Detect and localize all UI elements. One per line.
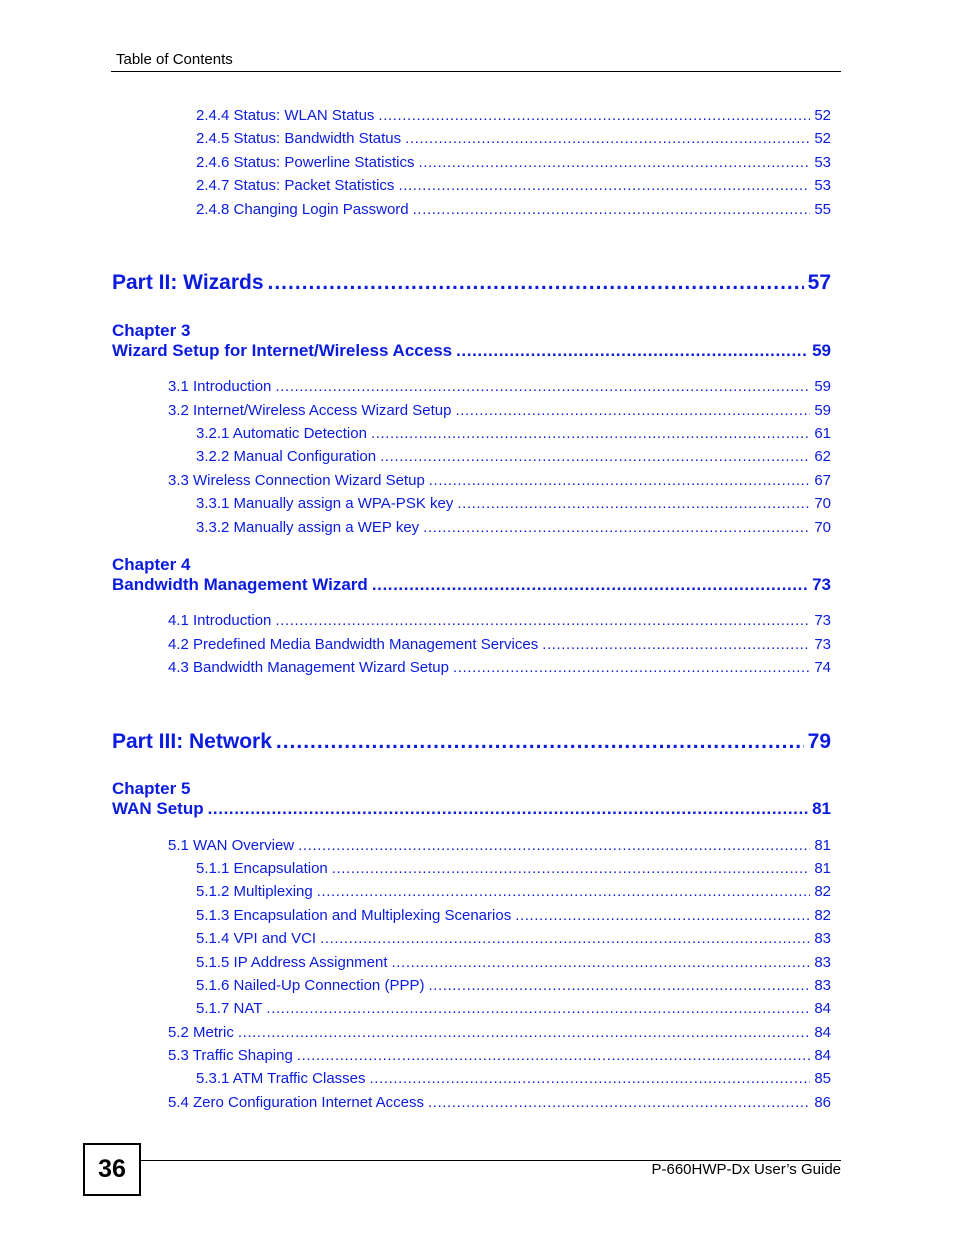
chapter-title: WAN Setup bbox=[112, 799, 204, 818]
toc-page-number: 67 bbox=[814, 472, 831, 489]
toc-page-number: 59 bbox=[812, 341, 831, 360]
chapter-label-3: Chapter 3 bbox=[112, 321, 191, 340]
toc-entry-2-4-7[interactable] bbox=[196, 177, 831, 194]
dot-leader bbox=[268, 271, 804, 295]
toc-entry-3-3-1[interactable] bbox=[196, 495, 831, 512]
dot-leader bbox=[275, 378, 810, 395]
toc-entry-2-4-5[interactable] bbox=[196, 130, 831, 147]
dot-leader bbox=[378, 107, 810, 124]
toc-entry-3-3[interactable] bbox=[168, 472, 831, 489]
dot-leader bbox=[297, 1047, 811, 1064]
toc-part-2[interactable] bbox=[112, 271, 831, 295]
toc-entry-title: 5.1.5 IP Address Assignment bbox=[196, 954, 388, 971]
dot-leader bbox=[370, 1070, 811, 1087]
toc-entry-title: 3.2.2 Manual Configuration bbox=[196, 448, 377, 465]
toc-page-number: 73 bbox=[814, 612, 831, 629]
toc-entry-title: 2.4.6 Status: Powerline Statistics bbox=[196, 154, 415, 171]
toc-entry-3-1[interactable] bbox=[168, 378, 831, 395]
dot-leader bbox=[275, 612, 810, 629]
dot-leader bbox=[428, 1094, 810, 1111]
toc-entry-3-3-2[interactable] bbox=[196, 519, 831, 536]
toc-entry-3-2-2[interactable] bbox=[196, 448, 831, 465]
toc-page-number: 83 bbox=[814, 977, 831, 994]
toc-entry-title: 2.4.7 Status: Packet Statistics bbox=[196, 177, 395, 194]
toc-page-number: 79 bbox=[807, 730, 831, 753]
toc-entry-title: 5.1.7 NAT bbox=[196, 1000, 263, 1017]
toc-entry-title: 5.1.2 Multiplexing bbox=[196, 883, 313, 900]
toc-page-number: 57 bbox=[807, 271, 831, 294]
dot-leader bbox=[455, 402, 810, 419]
chapter-label-4: Chapter 4 bbox=[112, 555, 191, 574]
toc-entry-title: 4.1 Introduction bbox=[168, 612, 272, 629]
toc-entry-5-1-3[interactable] bbox=[196, 907, 831, 924]
chapter-label-5: Chapter 5 bbox=[112, 779, 191, 798]
part-title: Part II: Wizards bbox=[112, 271, 264, 294]
guide-title: P-660HWP-Dx User’s Guide bbox=[651, 1161, 841, 1178]
toc-page-number: 70 bbox=[814, 519, 831, 536]
toc-page-number: 83 bbox=[814, 930, 831, 947]
page-number: 36 bbox=[98, 1155, 126, 1183]
toc-entry-title: 5.1.6 Nailed-Up Connection (PPP) bbox=[196, 977, 425, 994]
dot-leader bbox=[372, 575, 808, 595]
toc-page-number: 62 bbox=[814, 448, 831, 465]
toc-chapter-4[interactable] bbox=[112, 575, 831, 595]
dot-leader bbox=[332, 860, 811, 877]
toc-chapter-3[interactable] bbox=[112, 341, 831, 361]
toc-page-number: 86 bbox=[814, 1094, 831, 1111]
toc-page-number: 55 bbox=[814, 201, 831, 218]
toc-entry-5-1-1[interactable] bbox=[196, 860, 831, 877]
dot-leader bbox=[457, 495, 810, 512]
toc-entry-title: 3.2.1 Automatic Detection bbox=[196, 425, 367, 442]
toc-page-number: 84 bbox=[814, 1047, 831, 1064]
toc-entry-title: 5.1.4 VPI and VCI bbox=[196, 930, 317, 947]
toc-entry-title: 2.4.8 Changing Login Password bbox=[196, 201, 409, 218]
dot-leader bbox=[320, 930, 810, 947]
toc-page-number: 85 bbox=[814, 1070, 831, 1087]
toc-entry-3-2-1[interactable] bbox=[196, 425, 831, 442]
toc-page-number: 52 bbox=[814, 107, 831, 124]
toc-page-number: 59 bbox=[814, 378, 831, 395]
toc-page-number: 74 bbox=[814, 659, 831, 676]
toc-entry-title: 3.3 Wireless Connection Wizard Setup bbox=[168, 472, 425, 489]
toc-entry-3-2[interactable] bbox=[168, 402, 831, 419]
toc-entry-title: 4.2 Predefined Media Bandwidth Management Services bbox=[168, 636, 539, 653]
toc-entry-title: 5.1.1 Encapsulation bbox=[196, 860, 328, 877]
toc-page-number: 53 bbox=[814, 177, 831, 194]
toc-entry-4-2[interactable] bbox=[168, 636, 831, 653]
toc-entry-5-2[interactable] bbox=[168, 1024, 831, 1041]
toc-entry-5-1-5[interactable] bbox=[196, 954, 831, 971]
toc-page-number: 52 bbox=[814, 130, 831, 147]
toc-entry-5-1-4[interactable] bbox=[196, 930, 831, 947]
toc-page-number: 81 bbox=[814, 860, 831, 877]
toc-entry-title: 3.3.1 Manually assign a WPA-PSK key bbox=[196, 495, 454, 512]
toc-entry-2-4-6[interactable] bbox=[196, 154, 831, 171]
dot-leader bbox=[371, 425, 810, 442]
dot-leader bbox=[380, 448, 810, 465]
chapter-title: Bandwidth Management Wizard bbox=[112, 575, 368, 594]
toc-entry-5-1-2[interactable] bbox=[196, 883, 831, 900]
toc-page-number: 61 bbox=[814, 425, 831, 442]
dot-leader bbox=[208, 799, 808, 819]
toc-entry-4-3[interactable] bbox=[168, 659, 831, 676]
toc-entry-5-3[interactable] bbox=[168, 1047, 831, 1064]
part-title: Part III: Network bbox=[112, 730, 272, 753]
dot-leader bbox=[238, 1024, 810, 1041]
dot-leader bbox=[405, 130, 810, 147]
toc-entry-title: 5.1 WAN Overview bbox=[168, 837, 295, 854]
dot-leader bbox=[456, 341, 808, 361]
dot-leader bbox=[298, 837, 810, 854]
toc-entry-2-4-4[interactable] bbox=[196, 107, 831, 124]
dot-leader bbox=[453, 659, 810, 676]
toc-entry-title: 5.3 Traffic Shaping bbox=[168, 1047, 293, 1064]
toc-entry-title: 3.1 Introduction bbox=[168, 378, 272, 395]
toc-entry-5-1-7[interactable] bbox=[196, 1000, 831, 1017]
dot-leader bbox=[276, 730, 804, 754]
toc-page-number: 81 bbox=[812, 799, 831, 818]
toc-entry-5-4[interactable] bbox=[168, 1094, 831, 1111]
toc-entry-5-1-6[interactable] bbox=[196, 977, 831, 994]
toc-page-number: 53 bbox=[814, 154, 831, 171]
toc-chapter-5[interactable] bbox=[112, 799, 831, 819]
toc-entry-title: 5.3.1 ATM Traffic Classes bbox=[196, 1070, 366, 1087]
running-header: Table of Contents bbox=[116, 51, 233, 68]
dot-leader bbox=[429, 472, 811, 489]
page-number-box bbox=[83, 1143, 141, 1196]
chapter-title: Wizard Setup for Internet/Wireless Access bbox=[112, 341, 453, 360]
toc-entry-title: 3.2 Internet/Wireless Access Wizard Setup bbox=[168, 402, 452, 419]
header-divider bbox=[111, 71, 841, 72]
toc-page-number: 83 bbox=[814, 954, 831, 971]
dot-leader bbox=[317, 883, 811, 900]
toc-entry-title: 4.3 Bandwidth Management Wizard Setup bbox=[168, 659, 449, 676]
toc-entry-title: 5.2 Metric bbox=[168, 1024, 234, 1041]
toc-entry-title: 5.1.3 Encapsulation and Multiplexing Scenarios bbox=[196, 907, 512, 924]
toc-page-number: 73 bbox=[812, 575, 831, 594]
dot-leader bbox=[423, 519, 810, 536]
toc-page-number: 70 bbox=[814, 495, 831, 512]
toc-page-number: 73 bbox=[814, 636, 831, 653]
dot-leader bbox=[413, 201, 811, 218]
toc-entry-2-4-8[interactable] bbox=[196, 201, 831, 218]
toc-page-number: 82 bbox=[814, 907, 831, 924]
dot-leader bbox=[418, 154, 810, 171]
dot-leader bbox=[515, 907, 810, 924]
toc-page-number: 59 bbox=[814, 402, 831, 419]
toc-entry-title: 2.4.5 Status: Bandwidth Status bbox=[196, 130, 402, 147]
toc-entry-5-3-1[interactable] bbox=[196, 1070, 831, 1087]
dot-leader bbox=[398, 177, 810, 194]
dot-leader bbox=[392, 954, 811, 971]
dot-leader bbox=[542, 636, 810, 653]
toc-page-number: 84 bbox=[814, 1024, 831, 1041]
toc-entry-5-1[interactable] bbox=[168, 837, 831, 854]
toc-entry-title: 5.4 Zero Configuration Internet Access bbox=[168, 1094, 424, 1111]
toc-page-number: 84 bbox=[814, 1000, 831, 1017]
toc-page-number: 82 bbox=[814, 883, 831, 900]
dot-leader bbox=[266, 1000, 810, 1017]
toc-part-3[interactable] bbox=[112, 730, 831, 754]
dot-leader bbox=[428, 977, 810, 994]
toc-entry-title: 2.4.4 Status: WLAN Status bbox=[196, 107, 375, 124]
toc-page-number: 81 bbox=[814, 837, 831, 854]
toc-entry-4-1[interactable] bbox=[168, 612, 831, 629]
toc-entry-title: 3.3.2 Manually assign a WEP key bbox=[196, 519, 420, 536]
